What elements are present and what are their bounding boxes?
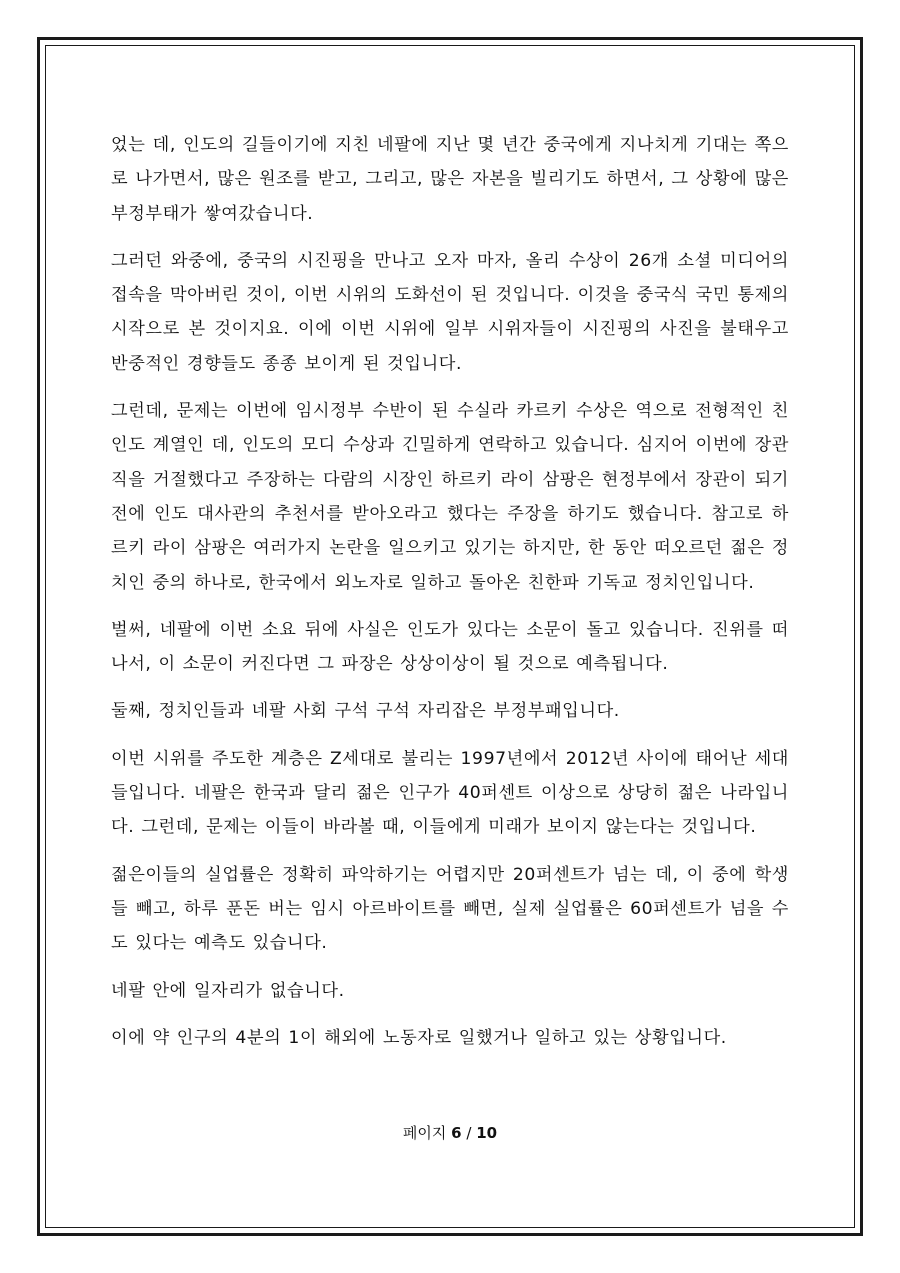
- paragraph: 둘째, 정치인들과 네팔 사회 구석 구석 자리잡은 부정부패입니다.: [111, 701, 620, 722]
- page-number: [0, 1122, 900, 1143]
- paragraph: 이번 시위를 주도한 계층은 Z세대로 불리는 1997년에서 2012년 사이에 태어난 세대들입니다. 네팔은 한국과 달리 젊은 인구가 40퍼센트 이상으로 상당히 젊은 나라입니다. 그런데, 문제는 이들이 바라볼 때, 이들에게 미래가 보이지 않는다는 것입니다.: [111, 748, 789, 838]
- paragraph: 네팔 안에 일자리가 없습니다.: [111, 980, 345, 1001]
- paragraph: 벌써, 네팔에 이번 소요 뒤에 사실은 인도가 있다는 소문이 돌고 있습니다. 진위를 떠나서, 이 소문이 커진다면 그 파장은 상상이상이 될 것으로 예측됩니다.: [111, 619, 789, 675]
- paragraph: 그러던 와중에, 중국의 시진핑을 만나고 오자 마자, 올리 수상이 26개 소셜 미디어의 접속을 막아버린 것이, 이번 시위의 도화선이 된 것입니다. 이것을 중국식 국민 통제의 시작으로 본 것이지요. 이에 이번 시위에 일부 시위자들이 시진핑의 사진을 불태우고 반중적인 경향들도 종종 보이게 된 것입니다.: [111, 250, 789, 374]
- page-number-label: 페이지: [402, 1124, 447, 1142]
- page-number-current: 6: [451, 1124, 462, 1142]
- paragraph: 젊은이들의 실업률은 정확히 파악하기는 어렵지만 20퍼센트가 넘는 데, 이 중에 학생들 빼고, 하루 푼돈 버는 임시 아르바이트를 빼면, 실제 실업률은 60퍼센트가 넘을 수도 있다는 예측도 있습니다.: [111, 864, 789, 954]
- page-number-separator: /: [466, 1124, 472, 1142]
- paragraph: 이에 약 인구의 4분의 1이 해외에 노동자로 일했거나 일하고 있는 상황입니다.: [111, 1027, 727, 1048]
- page-number-total: 10: [476, 1124, 498, 1142]
- document-body: [111, 128, 789, 1068]
- paragraph: 그런데, 문제는 이번에 임시정부 수반이 된 수실라 카르키 수상은 역으로 전형적인 친인도 계열인 데, 인도의 모디 수상과 긴밀하게 연락하고 있습니다. 심지어 이번에 장관직을 거절했다고 주장하는 다람의 시장인 하르키 라이 삼팡은 현정부에서 장관이 되기 전에 인도 대사관의 추천서를 받아오라고 했다는 주장을 하기도 했습니다. 참고로 하르키 라이 삼팡은 여러가지 논란을 일으키고 있기는 하지만, 한 동안 떠오르던 젊은 정치인 중의 하나로, 한국에서 외노자로 일하고 돌아온 친한파 기독교 정치인입니다.: [111, 401, 789, 593]
- paragraph: 었는 데, 인도의 길들이기에 지친 네팔에 지난 몇 년간 중국에게 지나치게 기대는 쪽으로 나가면서, 많은 원조를 받고, 그리고, 많은 자본을 빌리기도 하면서, 그 상황에 많은 부정부태가 쌓여갔습니다.: [111, 135, 789, 224]
